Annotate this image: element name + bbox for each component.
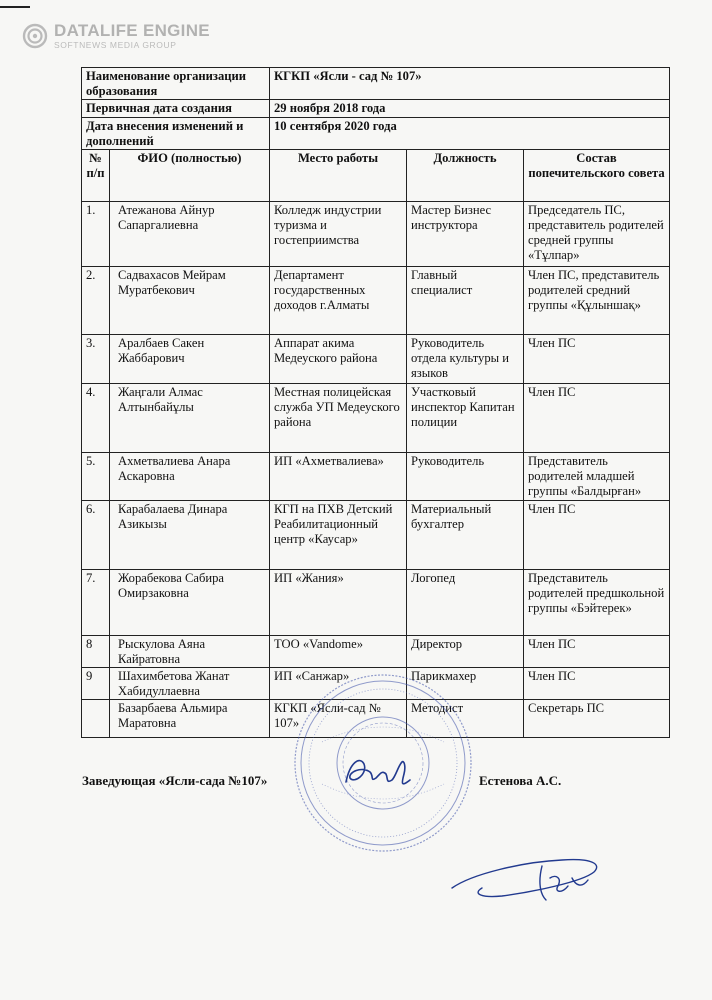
cell-work: Колледж индустрии туризма и гостеприимства: [270, 202, 407, 267]
cell-fio: Жорабекова Сабира Омирзаковна: [110, 570, 270, 636]
cell-work: ТОО «Vandome»: [270, 636, 407, 668]
cell-num: 5.: [82, 453, 110, 501]
table-row: [82, 267, 670, 335]
signature-head: [340, 752, 420, 792]
header-position: Должность: [407, 150, 524, 202]
cell-num: 3.: [82, 335, 110, 384]
signature-secondary: [442, 848, 622, 908]
cell-work: Департамент государственных доходов г.Алматы: [270, 267, 407, 335]
watermark-subtitle: SOFTNEWS MEDIA GROUP: [54, 40, 177, 51]
cell-position: Руководитель: [407, 453, 524, 501]
info-row: [82, 100, 670, 118]
watermark-title: DATALIFE ENGINE: [54, 21, 210, 41]
cell-position: Материальный бухгалтер: [407, 501, 524, 570]
cell-position: Методист: [407, 700, 524, 738]
cell-role: Секретарь ПС: [524, 700, 670, 738]
trustee-council-table: [81, 67, 670, 738]
header-role: Состав попечительского совета: [524, 150, 670, 202]
cell-role: Представитель родителей младшей группы «Балдырған»: [524, 453, 670, 501]
table-row: [82, 384, 670, 453]
table-row: [82, 501, 670, 570]
cell-role: Член ПС: [524, 668, 670, 700]
table-row: [82, 453, 670, 501]
info-row: [82, 118, 670, 150]
cell-num: [82, 700, 110, 738]
cell-fio: Базарбаева Альмира Маратовна: [110, 700, 270, 738]
cell-fio: Садвахасов Мейрам Муратбекович: [110, 267, 270, 335]
table-row: [82, 570, 670, 636]
header-num: № п/п: [82, 150, 110, 202]
cell-work: КГП на ПХВ Детский Реабилитационный центр «Каусар»: [270, 501, 407, 570]
header-work: Место работы: [270, 150, 407, 202]
cell-role: Член ПС: [524, 384, 670, 453]
cell-fio: Аралбаев Сакен Жаббарович: [110, 335, 270, 384]
watermark: [22, 20, 210, 52]
cell-role: Представитель родителей предшкольной группы «Бэйтерек»: [524, 570, 670, 636]
info-value: 29 ноября 2018 года: [270, 100, 670, 118]
header-fio: ФИО (полностью): [110, 150, 270, 202]
cell-num: 1.: [82, 202, 110, 267]
cell-work: Местная полицейская служба УП Медеуского района: [270, 384, 407, 453]
cell-fio: Шахимбетова Жанат Хабидуллаевна: [110, 668, 270, 700]
info-row: [82, 68, 670, 100]
cell-num: 6.: [82, 501, 110, 570]
cell-fio: Атежанова Айнур Сапаргалиевна: [110, 202, 270, 267]
cell-num: 4.: [82, 384, 110, 453]
footer-name: Естенова А.С.: [479, 773, 562, 788]
cell-role: Член ПС, представитель родителей средний группы «Құлыншақ»: [524, 267, 670, 335]
cell-work: ИП «Ахметвалиева»: [270, 453, 407, 501]
cell-fio: Рыскулова Аяна Кайратовна: [110, 636, 270, 668]
info-label: Первичная дата создания: [82, 100, 270, 118]
cell-role: Член ПС: [524, 501, 670, 570]
cell-num: 9: [82, 668, 110, 700]
cell-fio: Жаңгали Алмас Алтынбайұлы: [110, 384, 270, 453]
cell-position: Главный специалист: [407, 267, 524, 335]
cell-num: 8: [82, 636, 110, 668]
cell-position: Директор: [407, 636, 524, 668]
cell-role: Член ПС: [524, 335, 670, 384]
cell-num: 7.: [82, 570, 110, 636]
cell-fio: Ахметвалиева Анара Аскаровна: [110, 453, 270, 501]
table-row: [82, 636, 670, 668]
footer-title: Заведующая «Ясли-сада №107»: [82, 773, 268, 788]
header-row: [82, 150, 670, 202]
cell-position: Логопед: [407, 570, 524, 636]
info-value: КГКП «Ясли - сад № 107»: [270, 68, 670, 100]
cell-work: Аппарат акима Медеуского района: [270, 335, 407, 384]
top-rule: [0, 6, 30, 8]
cell-position: Мастер Бизнес инструктора: [407, 202, 524, 267]
cell-work: ИП «Жания»: [270, 570, 407, 636]
cell-fio: Карабалаева Динара Азикызы: [110, 501, 270, 570]
cell-num: 2.: [82, 267, 110, 335]
info-value: 10 сентября 2020 года: [270, 118, 670, 150]
cell-position: Парикмахер: [407, 668, 524, 700]
info-label: Наименование организации образования: [82, 68, 270, 100]
cell-position: Участковый инспектор Капитан полиции: [407, 384, 524, 453]
table-row: [82, 335, 670, 384]
cell-role: Председатель ПС, представитель родителей средней группы «Тұлпар»: [524, 202, 670, 267]
cell-role: Член ПС: [524, 636, 670, 668]
table-row: [82, 202, 670, 267]
datalife-logo-icon: [22, 23, 48, 49]
info-label: Дата внесения изменений и дополнений: [82, 118, 270, 150]
cell-work: КГКП «Ясли-сад № 107»: [270, 700, 407, 738]
cell-position: Руководитель отдела культуры и языков: [407, 335, 524, 384]
cell-work: ИП «Санжар»: [270, 668, 407, 700]
